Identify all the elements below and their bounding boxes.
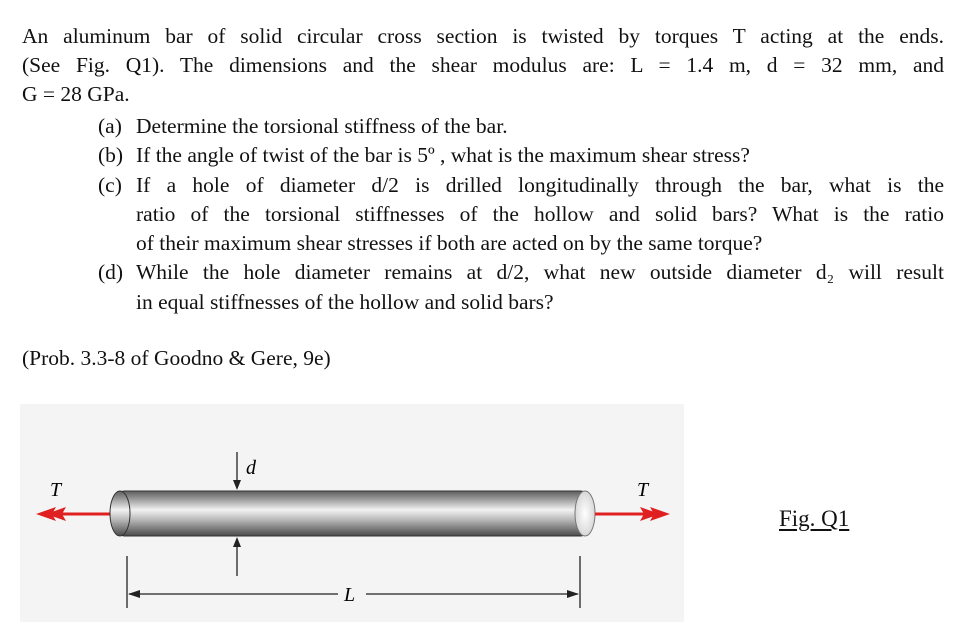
bar-figure — [20, 404, 684, 622]
question-d — [98, 258, 944, 317]
source-reference: (Prob. 3.3-8 of Goodno & Gere, 9e) — [22, 346, 331, 370]
problem-intro — [22, 22, 944, 109]
diameter-label: d — [246, 457, 256, 479]
question-b — [98, 141, 944, 170]
question-a — [98, 112, 944, 141]
question-label: (c) — [98, 172, 122, 197]
question-text: While the hole diameter remains at d/2, what new outside diameter d₂ will result — [136, 260, 944, 285]
intro-line: (See Fig. Q1). The dimensions and the shear modulus are: L = 1.4 m, d = 32 mm, and — [22, 53, 944, 77]
question-label: (a) — [98, 114, 122, 138]
question-text: Determine the torsional stiffness of the bar. — [136, 114, 508, 138]
length-label: L — [344, 584, 356, 606]
intro-line: An aluminum bar of solid circular cross section is twisted by torques T acting at the ends. — [22, 24, 944, 48]
question-text: If the angle of twist of the bar is 5º , what is the maximum shear stress? — [136, 143, 750, 168]
aluminum-bar — [110, 491, 595, 536]
question-text: of their maximum shear stresses if both are acted on by the same torque? — [136, 231, 763, 256]
right-torque-label: T — [637, 479, 649, 501]
left-torque-label: T — [50, 479, 62, 501]
question-list — [98, 112, 944, 317]
intro-line: G = 28 GPa. — [22, 82, 130, 106]
question-text: ratio of the torsional stiffnesses of the hollow and solid bars? What is the ratio — [136, 201, 944, 226]
bar-diagram — [20, 404, 684, 622]
bar-end-face — [575, 491, 595, 536]
question-text: in equal stiffnesses of the hollow and solid bars? — [136, 289, 554, 314]
figure-label: Fig. Q1 — [779, 506, 850, 531]
question-label: (b) — [98, 143, 124, 168]
question-text: If a hole of diameter d/2 is drilled longitudinally through the bar, what is the — [136, 172, 944, 197]
question-c — [98, 171, 944, 259]
question-label: (d) — [98, 260, 124, 285]
